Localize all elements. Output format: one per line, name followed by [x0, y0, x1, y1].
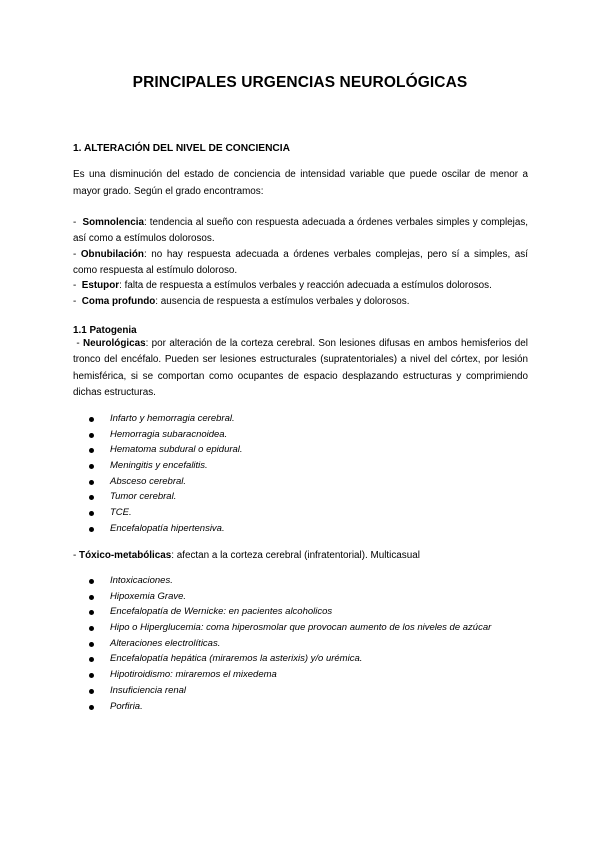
- list-item: Hipoxemia Grave.: [0, 589, 600, 605]
- bullet-icon: [89, 495, 94, 500]
- bullet-icon: [89, 610, 94, 615]
- grade-text: : no hay respuesta adecuada a órdenes verbales complejas, pero sí a simples, así: [143, 249, 528, 260]
- list-item: Hipotiroidismo: miraremos el mixedema: [0, 667, 600, 683]
- list-item: Tumor cerebral.: [0, 489, 600, 505]
- list-item: Infarto y hemorragia cerebral.: [0, 411, 600, 427]
- list-item: TCE.: [0, 505, 600, 521]
- bullet-icon: [89, 626, 94, 631]
- grade-text: : falta de respuesta a estímulos verbales y reacción adecuada a estímulos dolorosos.: [119, 280, 492, 291]
- bullet-icon: [89, 579, 94, 584]
- neuro-causes-list: [0, 411, 600, 537]
- grade-term: Estupor: [81, 280, 120, 291]
- list-item: Hematoma subdural o epidural.: [0, 442, 600, 458]
- grade-estupor: - Estupor: falta de respuesta a estímulos verbales y reacción adecuada a estímulos dolorosos.: [73, 280, 492, 291]
- list-item: Meningitis y encefalitis.: [0, 458, 600, 474]
- grade-term: Coma profundo: [81, 296, 156, 307]
- list-item: Porfiria.: [0, 699, 600, 715]
- bullet-icon: [89, 673, 94, 678]
- bullet-icon: [89, 657, 94, 662]
- list-item: Absceso cerebral.: [0, 474, 600, 490]
- list-item: Encefalopatía hipertensiva.: [0, 521, 600, 537]
- toxic-metabolic-line: - Tóxico-metabólicas: afectan a la corteza cerebral (infratentorial). Multicasual: [73, 550, 420, 561]
- intro-line: mayor grado. Según el grado encontramos:: [73, 186, 264, 197]
- bullet-icon: [89, 642, 94, 647]
- list-item: Encefalopatía hepática (miraremos la asterixis) y/o urémica.: [0, 651, 600, 667]
- list-item: Alteraciones electrolíticas.: [0, 636, 600, 652]
- section-1-heading: 1. ALTERACIÓN DEL NIVEL DE CONCIENCIA: [73, 143, 290, 154]
- bullet-icon: [89, 433, 94, 438]
- bullet-icon: [89, 480, 94, 485]
- grade-coma: - Coma profundo: ausencia de respuesta a estímulos verbales y dolorosos.: [73, 296, 410, 307]
- grade-obnubilacion: - Obnubilación: no hay respuesta adecuada a órdenes verbales complejas, pero sí a simples, así: [73, 249, 528, 260]
- intro-line: Es una disminución del estado de conciencia de intensidad variable que puede oscilar de menor a: [73, 169, 528, 180]
- bullet-icon: [89, 511, 94, 516]
- neuro-text: : por alteración de la corteza cerebral. Son lesiones difusas en ambos hemisferios del: [145, 338, 528, 349]
- neuro-paragraph-line: hemisférica, si se comportan como ocupantes de espacio desplazando estructuras y comprimiendo: [73, 371, 528, 382]
- grade-term: Obnubilación: [80, 249, 144, 260]
- bullet-icon: [89, 448, 94, 453]
- bullet-icon: [89, 464, 94, 469]
- list-item: Hemorragia subaracnoidea.: [0, 427, 600, 443]
- page-title: PRINCIPALES URGENCIAS NEUROLÓGICAS: [132, 74, 468, 91]
- bullet-icon: [89, 595, 94, 600]
- list-item: Encefalopatía de Wernicke: en pacientes alcoholicos: [0, 604, 600, 620]
- grade-text: : ausencia de respuesta a estímulos verbales y dolorosos.: [155, 296, 410, 307]
- list-item: Hipo o Hiperglucemia: coma hiperosmolar que provocan aumento de los niveles de azúcar: [0, 620, 600, 636]
- neuro-paragraph-line: dichas estructuras.: [73, 387, 156, 398]
- grade-continuation: así como a estímulos dolorosos.: [73, 233, 215, 244]
- grade-continuation: como respuesta al estímulo doloroso.: [73, 265, 238, 276]
- bullet-icon: [89, 689, 94, 694]
- list-item: Intoxicaciones.: [0, 573, 600, 589]
- section-1-1-heading: 1.1 Patogenia: [73, 325, 137, 336]
- toxic-term: Tóxico-metabólicas: [79, 550, 172, 561]
- neuro-paragraph-line: - Neurológicas: por alteración de la corteza cerebral. Son lesiones difusas en ambos hemisferios del: [73, 338, 528, 349]
- grade-somnolencia: - Somnolencia: tendencia al sueño con respuesta adecuada a órdenes verbales simples y complejas,: [73, 217, 529, 228]
- toxic-text: : afectan a la corteza cerebral (infratentorial). Multicasual: [171, 550, 420, 561]
- toxic-causes-list: [0, 573, 600, 714]
- bullet-icon: [89, 417, 94, 422]
- grade-term: Somnolencia: [82, 217, 144, 228]
- neuro-term: Neurológicas: [83, 338, 146, 349]
- bullet-icon: [89, 527, 94, 532]
- bullet-icon: [89, 705, 94, 710]
- grade-text: : tendencia al sueño con respuesta adecuada a órdenes verbales simples y complejas,: [143, 217, 529, 228]
- neuro-paragraph-line: tronco del encéfalo. Pueden ser lesiones estructurales (supratentoriales) a nivel del córtex, por lesión: [73, 354, 528, 365]
- list-item: Insuficiencia renal: [0, 683, 600, 699]
